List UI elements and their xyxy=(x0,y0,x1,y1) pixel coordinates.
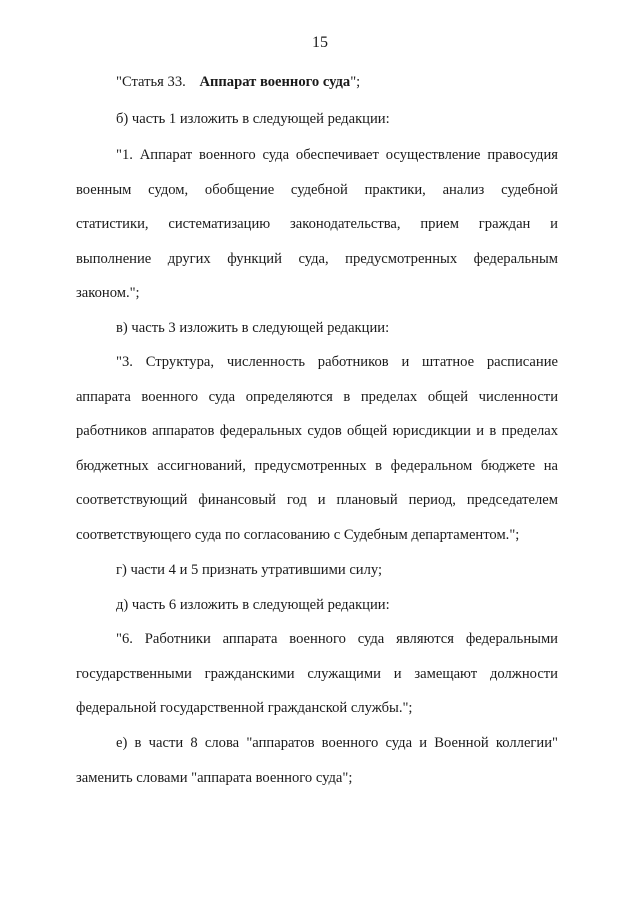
para3-line-1: "3. Структура, численность работников и штатное расписание xyxy=(116,354,558,370)
item-b: б) часть 1 изложить в следующей редакции: xyxy=(116,111,390,127)
para6-line-3: федеральной государственной гражданской службы."; xyxy=(76,700,413,716)
para3-line-5: соответствующий финансовый год и плановый период, председателем xyxy=(76,492,558,508)
para1-line-1: "1. Аппарат военного суда обеспечивает осуществление правосудия xyxy=(116,147,558,163)
item-v: в) часть 3 изложить в следующей редакции: xyxy=(116,320,390,336)
item-e-line-1: е) в части 8 слова "аппаратов военного суда и Военной коллегии" xyxy=(116,735,558,751)
para3-line-2: аппарата военного суда определяются в пределах общей численности xyxy=(76,389,558,405)
para1-line-2: военным судом, обобщение судебной практики, анализ судебной xyxy=(76,182,558,198)
article-prefix: "Статья 33. xyxy=(116,74,186,90)
para1-line-5: законом."; xyxy=(76,285,140,301)
para6-line-2: государственными гражданскими служащими и замещают должности xyxy=(76,666,558,682)
article-title: Аппарат военного суда xyxy=(199,74,351,90)
para6-line-1: "6. Работники аппарата военного суда являются федеральными xyxy=(116,631,558,647)
item-d: д) часть 6 изложить в следующей редакции: xyxy=(116,597,390,613)
para3-line-6: соответствующего суда по согласованию с Судебным департаментом."; xyxy=(76,527,520,543)
article-suffix: "; xyxy=(350,74,361,90)
article-heading xyxy=(116,73,360,91)
para1-line-4: выполнение других функций суда, предусмотренных федеральным xyxy=(76,251,558,267)
para1-line-3: статистики, систематизацию законодательства, прием граждан и xyxy=(76,216,558,232)
item-e-line-2: заменить словами "аппарата военного суда"; xyxy=(76,770,353,786)
para3-line-3: работников аппаратов федеральных судов общей юрисдикции и в пределах xyxy=(76,423,558,439)
para3-line-4: бюджетных ассигнований, предусмотренных в федеральном бюджете на xyxy=(76,458,558,474)
item-g: г) части 4 и 5 признать утратившими силу; xyxy=(116,562,383,578)
page-number: 15 xyxy=(312,34,328,51)
